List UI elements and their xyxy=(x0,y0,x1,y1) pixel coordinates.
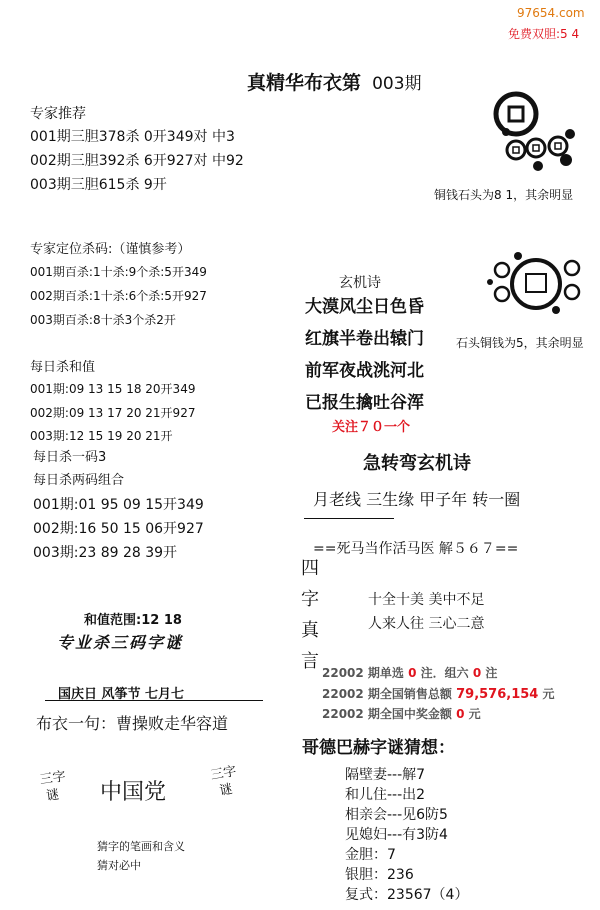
expert-line: 003期三胆615杀 9开 xyxy=(30,177,167,193)
four-char-line: 人来人往 三心二意 xyxy=(368,616,485,632)
sum-kill-line: 002期:09 13 17 20 21开927 xyxy=(30,406,196,420)
horse-line: ==死马当作活马医 解５６７== xyxy=(313,541,519,557)
stat-sales: 22002 期全国销售总额 79,576,154 元 xyxy=(322,687,555,702)
poem-line: 前军夜战洮河北 xyxy=(305,361,424,381)
riddle-center: 中国党 xyxy=(100,780,167,805)
kill-two-line: 003期:23 89 28 39开 xyxy=(33,545,178,561)
expert-heading: 专家推荐 xyxy=(30,106,86,122)
turn-poem-heading: 急转弯玄机诗 xyxy=(363,453,471,474)
goedel-gold: 金胆：7 xyxy=(345,847,396,863)
riddle-side-left: 三字 谜 xyxy=(38,769,67,805)
goedel-line: 见媳妇---有3防4 xyxy=(345,827,448,843)
expert-line: 002期三胆392杀 6开927对 中92 xyxy=(30,153,244,169)
position-kill-line: 003期百杀:8十杀3个杀2开 xyxy=(30,313,176,327)
poem-heading: 玄机诗 xyxy=(339,275,381,291)
position-kill-line: 001期百杀:1十杀:9个杀:5开349 xyxy=(30,265,207,279)
kill-one-code: 每日杀一码3 xyxy=(33,450,107,465)
sum-kill-heading: 每日杀和值 xyxy=(30,360,96,375)
divider xyxy=(304,518,394,519)
holiday-line: 国庆日 风筝节 七月七 xyxy=(58,687,185,702)
title-main: 真精华布衣第 xyxy=(247,72,362,94)
goedel-line: 隔壁妻---解7 xyxy=(345,767,426,783)
guess-note: 猜对必中 xyxy=(97,859,141,872)
goedel-line: 相亲会---见6防5 xyxy=(345,807,448,823)
site-domain: 97654.com xyxy=(517,6,585,20)
riddle-side-right: 三字 谜 xyxy=(209,763,238,799)
poem-line: 大漠风尘日色昏 xyxy=(305,297,424,317)
stat-prize: 22002 期全国中奖金额 0 元 xyxy=(322,707,481,721)
guess-note: 猜字的笔画和含义 xyxy=(97,840,185,853)
buyi-line: 布衣一句：曹操败走华容道 xyxy=(36,714,229,733)
goedel-compound: 复式：23567（4） xyxy=(345,887,469,903)
four-char-line: 十全十美 美中不足 xyxy=(368,592,485,608)
coin-caption-bottom: 石头铜钱为5，其余明显 xyxy=(456,336,584,350)
free-pick-badge: 免费双胆:5 4 xyxy=(508,27,580,41)
kill-two-line: 001期:01 95 09 15开349 xyxy=(33,497,204,513)
page-title xyxy=(247,68,422,95)
poem-line: 已报生擒吐谷浑 xyxy=(305,393,424,413)
stat-single: 22002 期单选 0 注．组六 0 注 xyxy=(322,666,498,680)
kill-two-line: 002期:16 50 15 06开927 xyxy=(33,521,204,537)
turn-poem-line: 月老线 三生缘 甲子年 转一圈 xyxy=(313,490,521,509)
kill-two-heading: 每日杀两码组合 xyxy=(33,473,125,488)
sum-kill-line: 003期:12 15 19 20 21开 xyxy=(30,429,173,443)
position-kill-heading: 专家定位杀码:（谨慎参考） xyxy=(30,242,191,257)
four-char-vertical: 四 字 真 言 xyxy=(301,558,319,672)
expert-line: 001期三胆378杀 0开349对 中3 xyxy=(30,129,235,145)
sum-range: 和值范围:12 18 xyxy=(84,613,182,628)
coin-caption-top: 铜钱石头为8 1，其余明显 xyxy=(434,188,574,202)
title-issue: 003期 xyxy=(372,74,422,94)
goedel-line: 和儿住---出2 xyxy=(345,787,426,803)
goedel-heading: 哥德巴赫字谜猜想： xyxy=(302,738,455,758)
position-kill-line: 002期百杀:1十杀:6个杀:5开927 xyxy=(30,289,207,303)
sum-kill-line: 001期:09 13 15 18 20开349 xyxy=(30,382,196,396)
poem-line: 红旗半卷出辕门 xyxy=(305,329,424,349)
coin-stone-illustration-bottom xyxy=(478,246,588,326)
focus-number: 关注７０一个 xyxy=(332,420,411,435)
goedel-silver: 银胆：236 xyxy=(345,867,414,883)
divider xyxy=(45,700,263,701)
riddle-title: 专业杀三码字谜 xyxy=(57,633,184,652)
coin-stone-illustration-top xyxy=(478,90,588,180)
